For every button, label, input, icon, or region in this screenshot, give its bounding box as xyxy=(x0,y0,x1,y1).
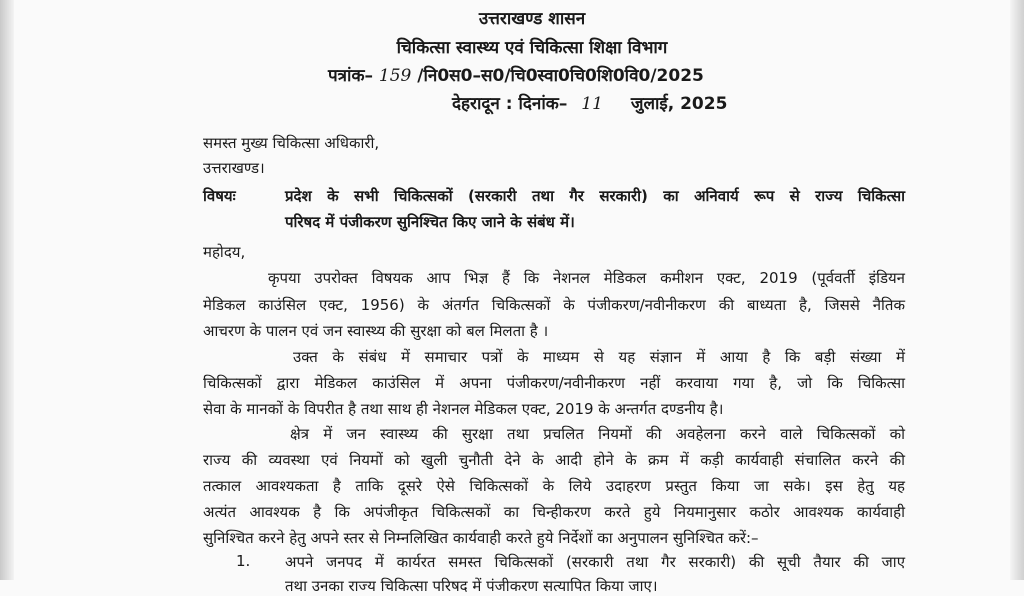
ref-number-handwritten: 159 xyxy=(378,66,412,86)
salutation: महोदय, xyxy=(203,243,246,261)
letter-date xyxy=(452,91,727,114)
para3-line-5: सुनिश्चित करने हेतु अपने स्तर से निम्नलिखित कार्यवाही करते हुये निर्देशों का अनुपालन सुनिश्चित करें:– xyxy=(203,529,759,547)
para2-line-1: उक्त के संबंध में समाचार पत्रों के माध्यम से यह संज्ञान में आया है कि बड़ी संख्या में xyxy=(293,348,905,366)
addressee-line-1: समस्त मुख्य चिकित्सा अधिकारी, xyxy=(203,134,380,152)
date-prefix: देहरादून : दिनांक– xyxy=(452,94,568,114)
letter-reference xyxy=(328,63,704,86)
para3-line-4: अत्यंत आवश्यक है कि अपंजीकृत चिकित्सकों का चिन्हीकरण करते हुये नियमानुसार कठोर आवश्यक कार्यवाही xyxy=(203,503,905,521)
page-edge-right xyxy=(1010,0,1024,580)
para1-line-1: कृपया उपरोक्त विषयक आप भिज्ञ हैं कि नेशनल मेडिकल कमीशन एक्ट, 2019 (पूर्ववर्ती इंडियन xyxy=(268,269,905,287)
subject-line-1: प्रदेश के सभी चिकित्सकों (सरकारी तथा गैर सरकारी) का अनिवार्य रूप से राज्य चिकित्सा xyxy=(285,187,905,205)
item-1-line-2: तथा उनका राज्य चिकित्सा परिषद में पंजीकरण सत्यापित किया जाए। xyxy=(285,577,658,595)
department-heading: चिकित्सा स्वास्थ्य एवं चिकित्सा शिक्षा विभाग xyxy=(396,38,668,58)
para1-line-3: आचरण के पालन एवं जन स्वास्थ्य की सुरक्षा को बल मिलता है । xyxy=(203,322,549,340)
ref-prefix: पत्रांक– xyxy=(328,66,373,86)
subject-line-2: परिषद में पंजीकरण सुनिश्चित किए जाने के संबंध में। xyxy=(285,213,575,231)
item-1-number: 1. xyxy=(236,552,251,570)
para3-line-3: तत्काल आवश्यकता है ताकि दूसरे ऐसे चिकित्सकों के लिये उदाहरण प्रस्तुत किया जा सके। इस हेतु यह xyxy=(203,477,905,495)
government-heading: उत्तराखण्ड शासन xyxy=(478,9,586,29)
para3-line-2: राज्य की व्यवस्था एवं नियमों को खुली चुनौती देने के आदी होने के क्रम में कड़ी कार्यवाही संचालित करने की xyxy=(203,451,905,469)
para2-line-2: चिकित्सकों द्वारा मेडिकल काउंसिल में अपना पंजीकरण/नवीनीकरण नहीं करवाया गया है, जो कि चिकित्सा xyxy=(203,374,905,392)
para2-line-3: सेवा के मानकों के विपरीत है तथा साथ ही नेशनल मेडिकल एक्ट, 2019 के अन्तर्गत दण्डनीय है। xyxy=(203,400,724,418)
page-edge-left xyxy=(0,0,14,580)
item-1-line-1: अपने जनपद में कार्यरत समस्त चिकित्सकों (सरकारी तथा गैर सरकारी) की सूची तैयार की जाए xyxy=(285,553,905,571)
para1-line-2: मेडिकल काउंसिल एक्ट, 1956) के अंतर्गत चिकित्सकों के पंजीकरण/नवीनीकरण की बाध्यता है, जिससे नैतिक xyxy=(203,296,905,314)
subject-label: विषयः xyxy=(203,187,236,205)
date-day-handwritten: 11 xyxy=(581,94,603,114)
addressee-line-2: उत्तराखण्ड। xyxy=(203,159,265,177)
ref-suffix: /नि0स0–स0/चि0स्वा0चि0शि0वि0/2025 xyxy=(417,66,704,86)
para3-line-1: क्षेत्र में जन स्वास्थ्य की सुरक्षा तथा प्रचलित नियमों की अवहेलना करने वाले चिकित्सकों को xyxy=(290,425,905,443)
date-suffix: जुलाई, 2025 xyxy=(630,94,728,114)
